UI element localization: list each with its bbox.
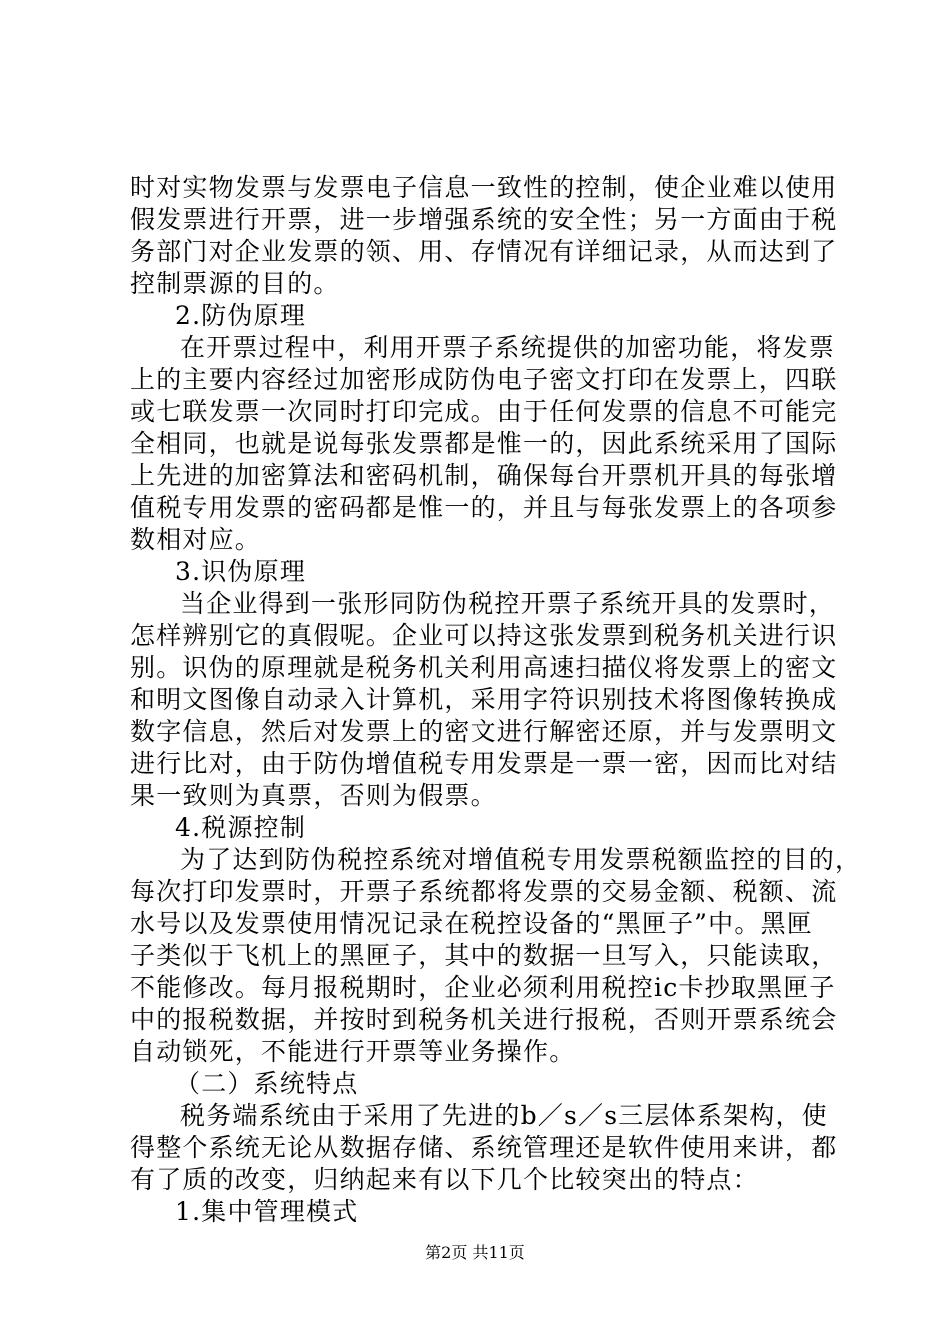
- body-line: 数字信息，然后对发票上的密文进行解密还原，并与发票明文: [130, 717, 838, 746]
- body-line: 在开票过程中，利用开票子系统提供的加密功能，将发票: [180, 333, 836, 362]
- body-line: 水号以及发票使用情况记录在税控设备的“黑匣子”中。黑匣: [130, 909, 813, 938]
- body-line: 怎样辨别它的真假呢。企业可以持这张发票到税务机关进行识: [130, 621, 838, 650]
- body-line: 不能修改。每月报税期时，企业必须利用税控ic卡抄取黑匣子: [130, 973, 836, 1002]
- body-line: 自动锁死，不能进行开票等业务操作。: [130, 1037, 576, 1066]
- body-line: 值税专用发票的密码都是惟一的，并且与每张发票上的各项参: [130, 493, 838, 522]
- body-line: 税务端系统由于采用了先进的b／s／s三层体系架构，使: [180, 1101, 828, 1130]
- body-line: 或七联发票一次同时打印完成。由于任何发票的信息不可能完: [130, 397, 838, 426]
- body-line: 子类似于飞机上的黑匣子，其中的数据一旦写入，只能读取，: [130, 941, 838, 970]
- body-line: 每次打印发票时，开票子系统都将发票的交易金额、税额、流: [130, 877, 838, 906]
- section-heading: （二）系统特点: [175, 1069, 359, 1098]
- body-line: 假发票进行开票，进一步增强系统的安全性；另一方面由于税: [130, 205, 838, 234]
- body-line: 务部门对企业发票的领、用、存情况有详细记录，从而达到了: [130, 237, 838, 266]
- body-line: 控制票源的目的。: [130, 269, 340, 298]
- body-line: 得整个系统无论从数据存储、系统管理还是软件使用来讲，都: [130, 1133, 838, 1162]
- body-line: 上的主要内容经过加密形成防伪电子密文打印在发票上，四联: [130, 365, 838, 394]
- page-footer: 第2页 共11页: [425, 1243, 525, 1262]
- body-line: 时对实物发票与发票电子信息一致性的控制，使企业难以使用: [130, 173, 838, 202]
- body-line: 和明文图像自动录入计算机，采用字符识别技术将图像转换成: [130, 685, 838, 714]
- section-heading: 4.税源控制: [175, 813, 307, 842]
- body-line: 中的报税数据，并按时到税务机关进行报税，否则开票系统会: [130, 1005, 838, 1034]
- section-heading: 3.识伪原理: [175, 557, 307, 586]
- body-line: 当企业得到一张形同防伪税控开票子系统开具的发票时，: [180, 589, 836, 618]
- body-line: 为了达到防伪税控系统对增值税专用发票税额监控的目的，: [180, 845, 862, 874]
- body-line: 有了质的改变，归纳起来有以下几个比较突出的特点：: [130, 1165, 759, 1194]
- body-line: 别。识伪的原理就是税务机关利用高速扫描仪将发票上的密文: [130, 653, 838, 682]
- body-line: 数相对应。: [130, 525, 262, 554]
- body-line: 上先进的加密算法和密码机制，确保每台开票机开具的每张增: [130, 461, 838, 490]
- body-line: 进行比对，由于防伪增值税专用发票是一票一密，因而比对结: [130, 749, 838, 778]
- section-heading: 2.防伪原理: [175, 301, 307, 330]
- body-line: 全相同，也就是说每张发票都是惟一的，因此系统采用了国际: [130, 429, 838, 458]
- section-heading: 1.集中管理模式: [175, 1197, 359, 1226]
- body-line: 果一致则为真票，否则为假票。: [130, 781, 497, 810]
